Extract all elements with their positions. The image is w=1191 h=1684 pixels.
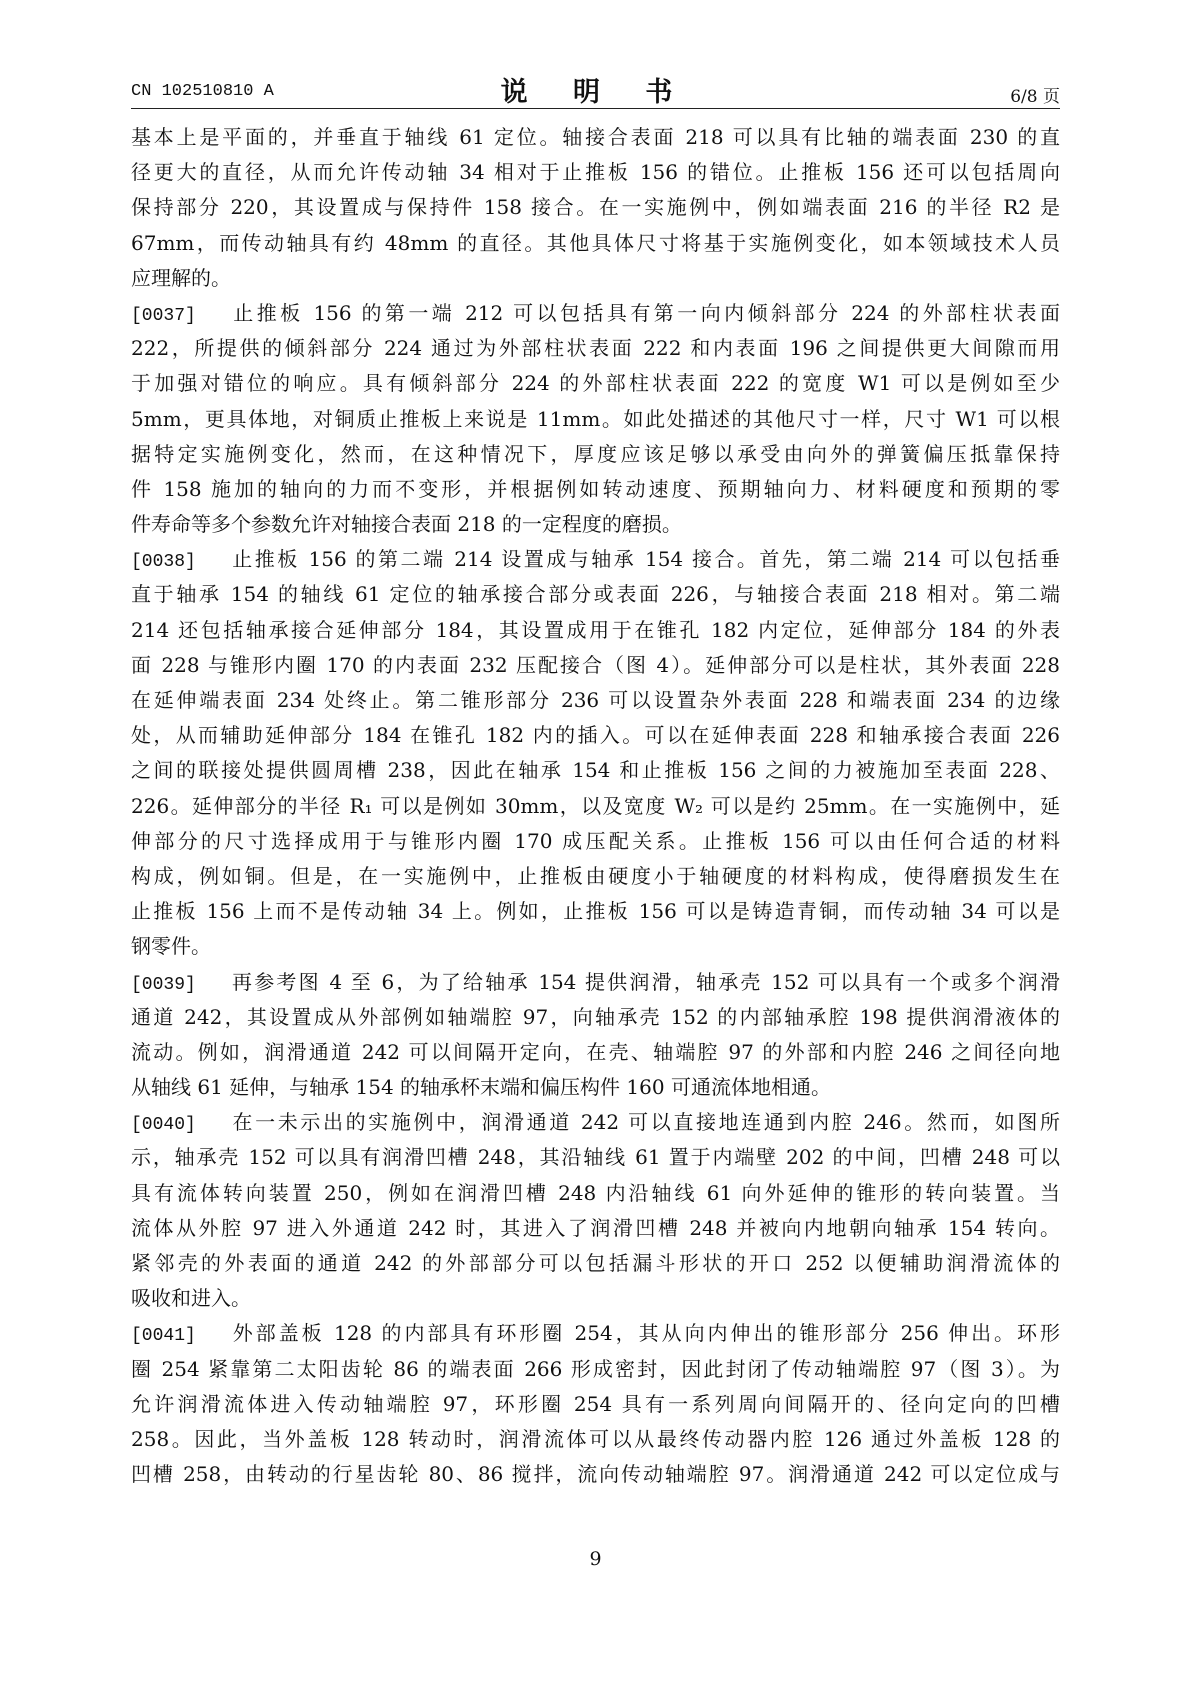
page-indicator: 6/8 页 <box>1010 87 1060 107</box>
line-text: 件寿命等多个参数允许对轴接合表面 218 的一定程度的磨损。 <box>131 512 682 537</box>
line-text: 止推板 156 的第一端 212 可以包括具有第一向内倾斜部分 224 的外部柱状表面 <box>229 300 1060 325</box>
line-text: 226。延伸部分的半径 R₁ 可以是例如 30mm，以及宽度 W₂ 可以是约 25mm。在一实施例中，延 <box>131 793 1060 818</box>
text-line <box>131 155 1060 190</box>
text-line <box>131 894 1060 929</box>
text-line <box>131 1352 1060 1387</box>
paragraph-number: [0039] <box>131 974 196 995</box>
line-text: 伸部分的尺寸选择成用于与锥形内圈 170 成压配关系。止推板 156 可以由任何合适的材料 <box>131 828 1060 853</box>
text-line <box>131 226 1060 261</box>
paragraph-first-line <box>131 542 1060 577</box>
text-line <box>131 472 1060 507</box>
paragraph-number: [0040] <box>131 1115 196 1136</box>
line-text: 214 还包括轴承接合延伸部分 184，其设置成用于在锥孔 182 内定位，延伸部分 184 的外表 <box>131 617 1060 642</box>
line-text: 258。因此，当外盖板 128 转动时，润滑流体可以从最终传动器内腔 126 通过外盖板 128 的 <box>131 1426 1060 1451</box>
line-text: 应理解的。 <box>131 265 231 290</box>
text-line <box>131 1246 1060 1281</box>
text-line <box>131 683 1060 718</box>
page-number: 9 <box>589 1548 602 1570</box>
line-text: 在一未示出的实施例中，润滑通道 242 可以直接地连通到内腔 246。然而，如图所 <box>229 1110 1060 1135</box>
text-line <box>131 1281 1060 1316</box>
line-text: 保持部分 220，其设置成与保持件 158 接合。在一实施例中，例如端表面 216 的半径 R2 是 <box>131 195 1060 220</box>
line-text: 止推板 156 上而不是传动轴 34 上。例如，止推板 156 可以是铸造青铜，而传动轴 34 可以是 <box>131 899 1060 924</box>
description-body <box>131 120 1060 1492</box>
publication-number: CN 102510810 A <box>131 82 274 101</box>
line-text: 件 158 施加的轴向的力而不变形，并根据例如转动速度、预期轴向力、材料硬度和预期的零 <box>131 476 1060 501</box>
line-text: 钢零件。 <box>131 934 211 959</box>
text-line <box>131 1070 1060 1105</box>
line-text: 径更大的直径，从而允许传动轴 34 相对于止推板 156 的错位。止推板 156 还可以包括周向 <box>131 160 1060 185</box>
paragraph-first-line <box>131 1316 1060 1351</box>
line-text: 从轴线 61 延伸，与轴承 154 的轴承杯末端和偏压构件 160 可通流体地相通。 <box>131 1075 831 1100</box>
line-text: 基本上是平面的，并垂直于轴线 61 定位。轴接合表面 218 可以具有比轴的端表面 230 的直 <box>131 125 1060 149</box>
line-text: 222，所提供的倾斜部分 224 通过为外部柱状表面 222 和内表面 196 之间提供更大间隙而用 <box>131 336 1060 361</box>
line-text: 通道 242，其设置成从外部例如轴端腔 97，向轴承壳 152 的内部轴承腔 198 提供润滑液体的 <box>131 1004 1060 1029</box>
paragraph-number: [0041] <box>131 1326 196 1347</box>
text-line <box>131 789 1060 824</box>
text-line <box>131 824 1060 859</box>
line-text: 在延伸端表面 234 处终止。第二锥形部分 236 可以设置杂外表面 228 和端表面 234 的边缘 <box>131 688 1060 712</box>
text-line <box>131 402 1060 437</box>
line-text: 圈 254 紧靠第二太阳齿轮 86 的端表面 266 形成密封，因此封闭了传动轴端腔 97（图 3）。为 <box>131 1356 1060 1381</box>
text-line <box>131 1422 1060 1457</box>
text-line <box>131 261 1060 296</box>
page-header <box>131 70 1060 110</box>
text-line <box>131 648 1060 683</box>
line-text: 之间的联接处提供圆周槽 238，因此在轴承 154 和止推板 156 之间的力被施加至表面 228、 <box>131 758 1060 783</box>
text-line <box>131 859 1060 894</box>
text-line <box>131 366 1060 401</box>
text-line <box>131 1176 1060 1211</box>
text-line <box>131 1000 1060 1035</box>
line-text: 吸收和进入。 <box>131 1286 251 1311</box>
text-line <box>131 120 1060 155</box>
text-line <box>131 331 1060 366</box>
line-text: 面 228 与锥形内圈 170 的内表面 232 压配接合（图 4）。延伸部分可以是柱状，其外表面 228 <box>131 652 1060 677</box>
document-title: 说 明 书 <box>500 77 691 108</box>
line-text: 于加强对错位的响应。具有倾斜部分 224 的外部柱状表面 222 的宽度 W1 可以是例如至少 <box>131 371 1060 396</box>
line-text: 凹槽 258，由转动的行星齿轮 80、86 搅拌，流向传动轴端腔 97。润滑通道 242 可以定位成与 <box>131 1462 1060 1487</box>
text-line <box>131 929 1060 964</box>
line-text: 外部盖板 128 的内部具有环形圈 254，其从向内伸出的锥形部分 256 伸出。环形 <box>229 1321 1060 1346</box>
text-line <box>131 577 1060 612</box>
text-line <box>131 613 1060 648</box>
text-line <box>131 507 1060 542</box>
line-text: 构成，例如铜。但是，在一实施例中，止推板由硬度小于轴硬度的材料构成，使得磨损发生在 <box>131 863 1060 888</box>
text-line <box>131 190 1060 225</box>
paragraph-number: [0038] <box>131 552 196 573</box>
text-line <box>131 718 1060 753</box>
paragraph-first-line <box>131 1105 1060 1140</box>
line-text: 流体从外腔 97 进入外通道 242 时，其进入了润滑凹槽 248 并被向内地朝向轴承 154 转向。 <box>131 1215 1060 1240</box>
line-text: 允许润滑流体进入传动轴端腔 97，环形圈 254 具有一系列周向间隔开的、径向定向的凹槽 <box>131 1391 1060 1416</box>
line-text: 流动。例如，润滑通道 242 可以间隔开定向，在壳、轴端腔 97 的外部和内腔 246 之间径向地 <box>131 1039 1060 1064</box>
header-rule <box>131 108 1060 109</box>
line-text: 直于轴承 154 的轴线 61 定位的轴承接合部分或表面 226，与轴接合表面 218 相对。第二端 <box>131 582 1060 607</box>
text-line <box>131 1211 1060 1246</box>
line-text: 67mm，而传动轴具有约 48mm 的直径。其他具体尺寸将基于实施例变化，如本领域技术人员 <box>131 230 1060 255</box>
line-text: 据特定实施例变化，然而，在这种情况下，厚度应该足够以承受由向外的弹簧偏压抵靠保持 <box>131 441 1060 466</box>
text-line <box>131 1035 1060 1070</box>
line-text: 止推板 156 的第二端 214 设置成与轴承 154 接合。首先，第二端 214 可以包括垂 <box>229 547 1060 572</box>
line-text: 5mm，更具体地，对铜质止推板上来说是 11mm。如此处描述的其他尺寸一样，尺寸 W1 可以根 <box>131 406 1060 431</box>
line-text: 紧邻壳的外表面的通道 242 的外部部分可以包括漏斗形状的开口 252 以便辅助润滑流体的 <box>131 1251 1060 1275</box>
line-text: 示，轴承壳 152 可以具有润滑凹槽 248，其沿轴线 61 置于内端壁 202 的中间，凹槽 248 可以 <box>131 1145 1060 1170</box>
text-line <box>131 1387 1060 1422</box>
paragraph-first-line <box>131 965 1060 1000</box>
text-line <box>131 437 1060 472</box>
text-line <box>131 1457 1060 1492</box>
line-text: 处，从而辅助延伸部分 184 在锥孔 182 内的插入。可以在延伸表面 228 和轴承接合表面 226 <box>131 723 1060 748</box>
line-text: 具有流体转向装置 250，例如在润滑凹槽 248 内沿轴线 61 向外延伸的锥形的转向装置。当 <box>131 1180 1060 1205</box>
line-text: 再参考图 4 至 6，为了给轴承 154 提供润滑，轴承壳 152 可以具有一个或多个润滑 <box>229 969 1060 994</box>
paragraph-number: [0037] <box>131 305 196 326</box>
paragraph-first-line <box>131 296 1060 331</box>
text-line <box>131 753 1060 788</box>
text-line <box>131 1140 1060 1175</box>
